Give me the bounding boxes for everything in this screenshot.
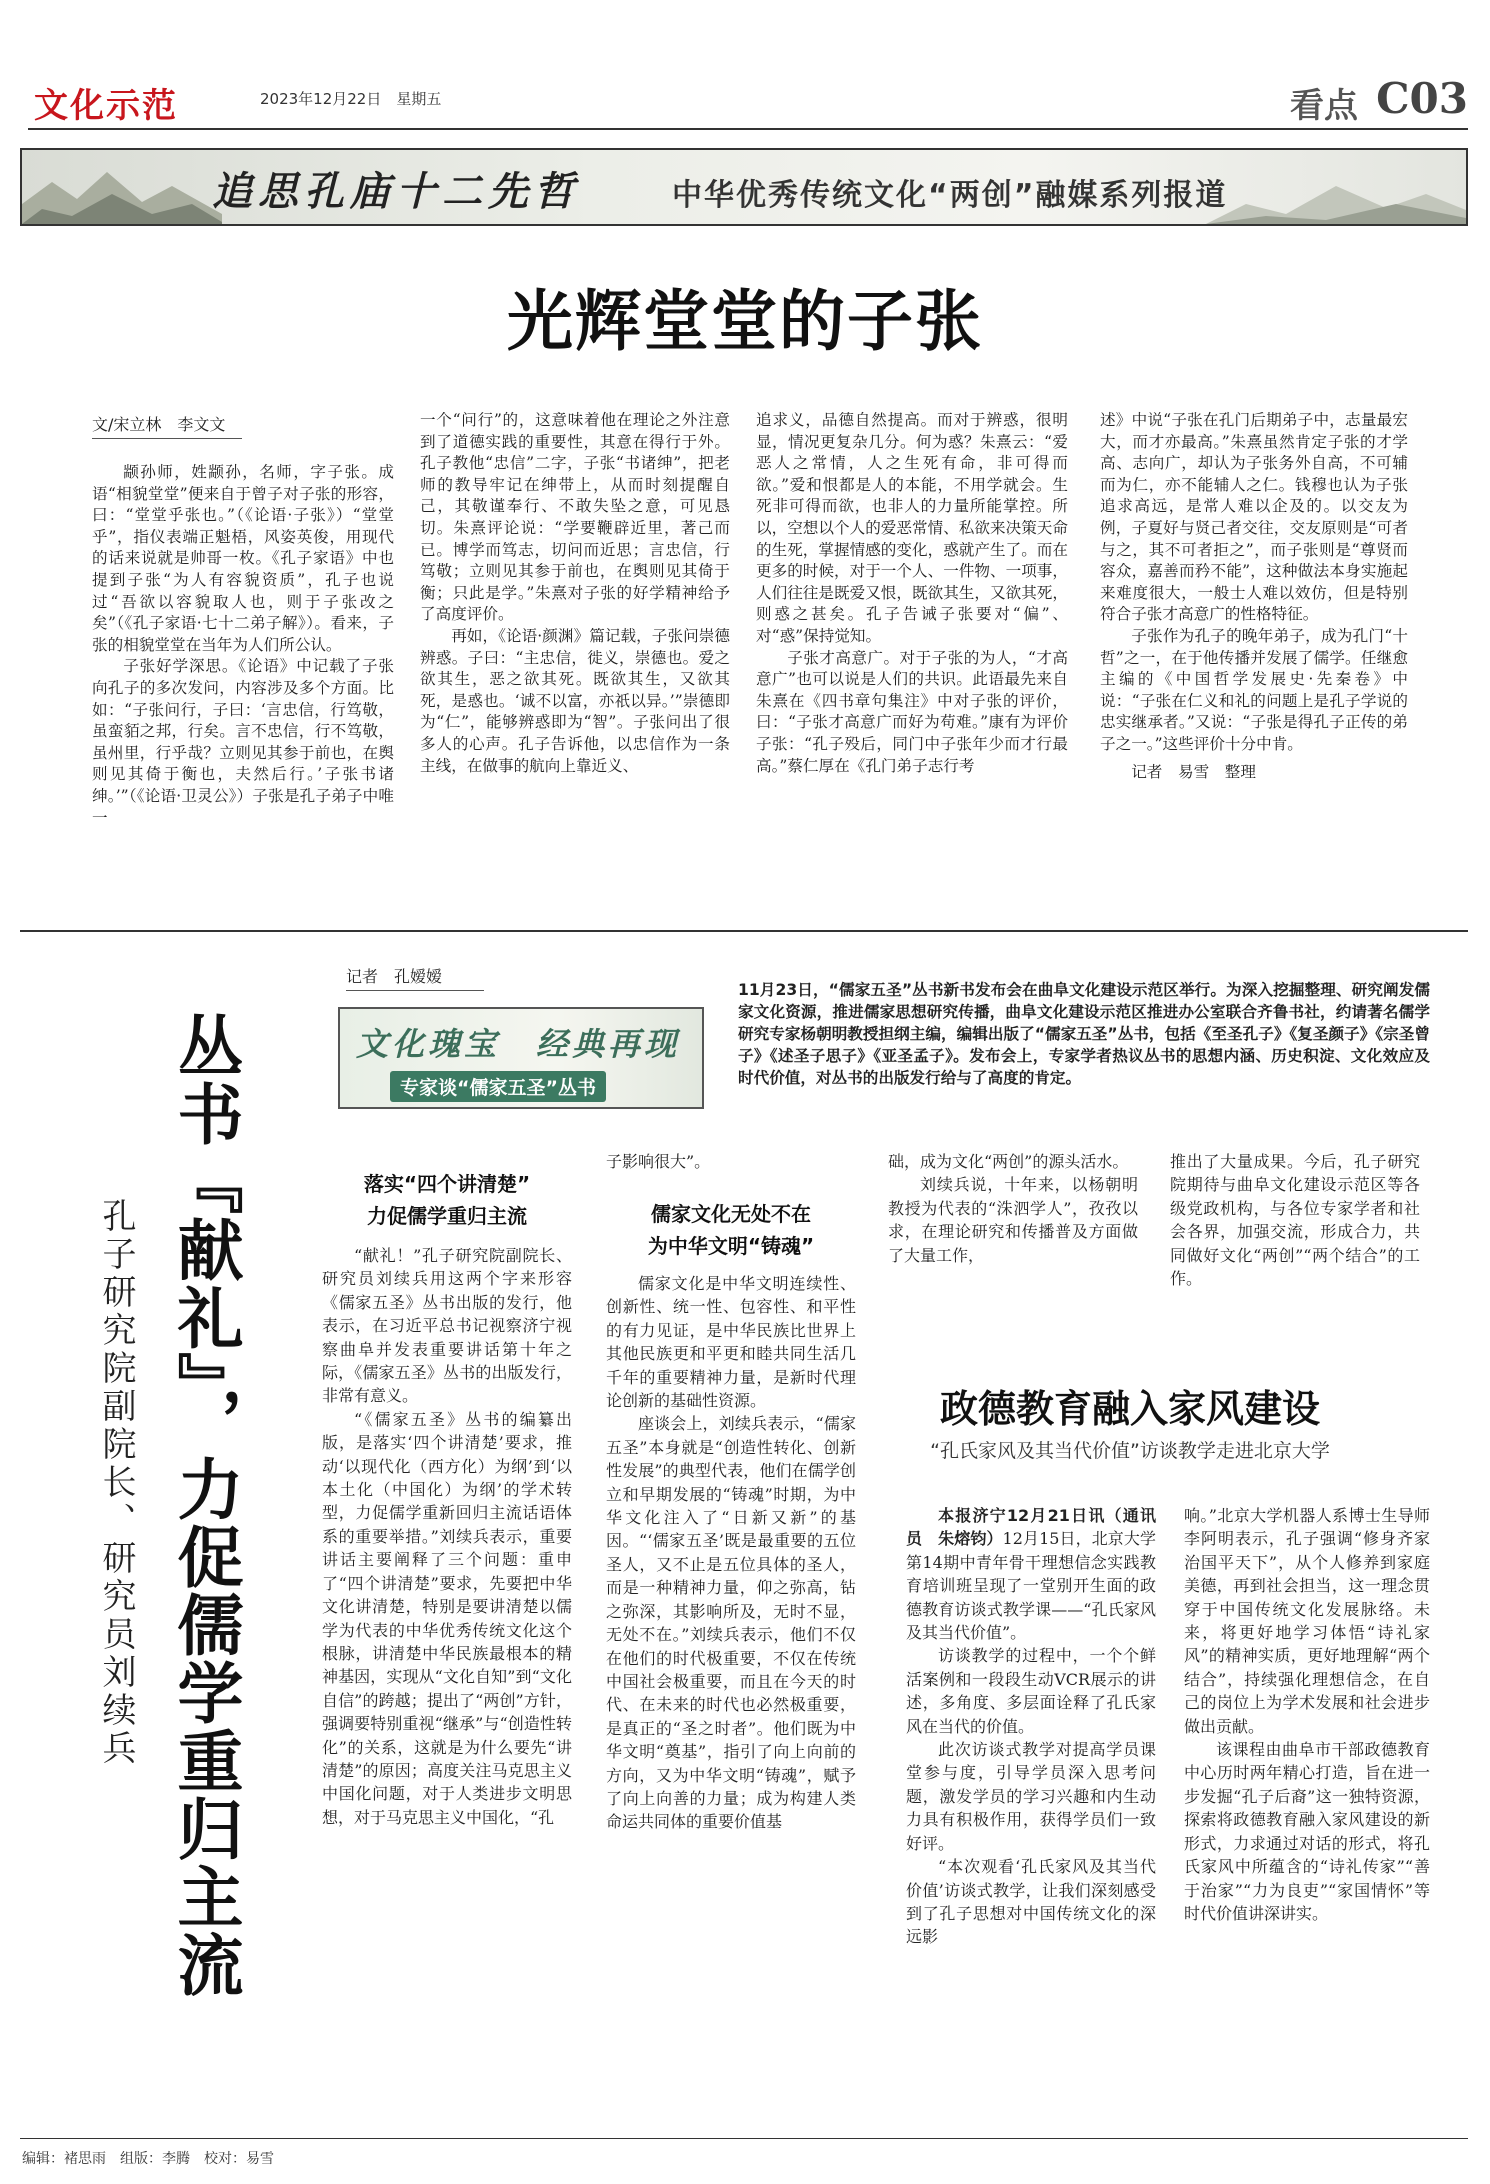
- story2-vertical-subtitle: 孔子研究院副院长、研究员刘续兵: [96, 1198, 136, 1768]
- footer-credits: 编辑：褚思雨 组版：李腾 校对：易雪: [22, 2151, 274, 2167]
- story3-dateline: 本报济宁12月21日讯（通讯员 朱熔钧）: [906, 1506, 1156, 1549]
- paragraph: 颛孙师，姓颛孙，名师，字子张。成语“相貌堂堂”便来自于曾子对子张的形容，曰：“堂堂乎张也。”（《论语·子张》）“堂堂乎”，指仪表端正魁梧，风姿英俊，用现代的话来说就是帅哥一枚。《孔子家语》中也提到子张“为人有容貌资质”，孔子也说过“吾欲以容貌取人也，则于子张改之矣”（《孔子家语·七十二弟子解》）。看来，子张的相貌堂堂在当年为人们所公认。: [92, 463, 394, 654]
- mountain-illustration: [22, 164, 222, 224]
- byline-rule: [346, 990, 484, 991]
- paragraph: 该课程由曲阜市干部政德教育中心历时两年精心打造，旨在进一步发掘“孔子后裔”这一独特资源，探索将政德教育融入家风建设的新形式，力求通过对话的形式，将孔氏家风中所蕴含的“诗礼传家”“善于治家”“力为良吏”“家国情怀”等时代价值讲深讲实。: [1184, 1740, 1430, 1923]
- paragraph: “献礼！”孔子研究院副院长、研究员刘续兵用这两个字来形容《儒家五圣》丛书出版的发行，他表示，在习近平总书记视察济宁视察曲阜并发表重要讲话第十年之际，《儒家五圣》丛书的出版发行，非常有意义。: [322, 1246, 572, 1406]
- story2-column-b: [606, 1150, 856, 1173]
- story3-column-2: [1184, 1504, 1430, 1925]
- paragraph: 子张才高意广。对于子张的为人，“才高意广”也可以说是人们的共识。此语最先来自朱熹在《四书章句集注》中对子张的评价，曰：“子张才高意广而好为苟难。”康有为评价子张：“孔子殁后，同门中子张年少而才行最高。”蔡仁厚在《孔门弟子志行考: [756, 648, 1068, 775]
- paragraph: 追求义，品德自然提高。而对于辨惑，很明显，情况更复杂几分。何为惑？朱熹云：“爱恶人之常情，人之生死有命，非可得而欲。”爱和恨都是人的本能，不用学就会。生死非可得而欲，也非人的力量所能掌控。所以，空想以个人的爱恶常情、私欲来决策天命的生死，掌握情感的变化，惑就产生了。而在更多的时候，对于一个人、一件物、一项事，人们往往是既爱又恨，既欲其生，又欲其死，则惑之甚矣。孔子告诫子张要对“偏”、对“惑”保持觉知。: [756, 411, 1068, 645]
- paragraph: 刘续兵说，十年来，以杨朝明教授为代表的“洙泗学人”，孜孜以求，在理论研究和传播普及方面做了大量工作，: [888, 1175, 1138, 1265]
- story3-column-1: [906, 1504, 1156, 1949]
- paragraph: 座谈会上，刘续兵表示，“儒家五圣”本身就是“创造性转化、创新性发展”的典型代表，他们在儒学创立和早期发展的“铸魂”时期，为中华文化注入了“日新又新”的基因。“‘儒家五圣’既是最重要的五位圣人，又不止是五位具体的圣人，而是一种精神力量，仰之弥高，钻之弥深，其影响所及，无时不显，无处不在。”刘续兵表示，他们不仅在他们的时代极重要，不仅在传统中国社会极重要，而且在今天的时代、在未来的时代也必然极重要，是真正的“圣之时者”。他们既为中华文明“奠基”，指引了向上向前的方向，又为中华文明“铸魂”，赋予了向上向善的力量；成为构建人类命运共同体的重要价值基: [606, 1414, 856, 1832]
- footer-rule: [20, 2138, 1468, 2139]
- paragraph: 儒家文化是中华文明连续性、创新性、统一性、包容性、和平性的有力见证，是中华民族比世界上其他民族更和平更和睦共同生活几千年的重要精神力量，是新时代理论创新的基础性资源。: [606, 1274, 856, 1411]
- paragraph: 一个“问行”的，这意味着他在理论之外注意到了道德实践的重要性，其意在得行于外。孔子教他“忠信”二字，子张“书诸绅”，把老师的教导牢记在绅带上，从而时刻提醒自己，其敬谨奉行、不敢失坠之意，可见恳切。朱熹评论说：“学要鞭辟近里，著己而已。博学而笃志，切问而近思；言忠信，行笃敬；立则见其参于前也，在舆则见其倚于衡；只此是学。”朱熹对子张的好学精神给予了高度评价。: [420, 411, 730, 624]
- paragraph: “本次观看‘孔氏家风及其当代价值’访谈式教学，让我们深刻感受到了孔子思想对中国传统文化的深远影: [906, 1857, 1156, 1947]
- story2-column-c: [888, 1150, 1138, 1267]
- paragraph: 述》中说“子张在孔门后期弟子中，志量最宏大，而才亦最高。”朱熹虽然肯定子张的才学高、志向广，却认为子张务外自高，不可辅而为仁，亦不能辅人之仁。钱穆也认为子张追求高远，是常人难以企及的。以交友为例，子夏好与贤己者交往，交友原则是“可者与之，其不可者拒之”，而子张则是“尊贤而容众，嘉善而矜不能”，这种做法本身实施起来难度很大，一般士人难以效仿，但是特别符合子张才高意广的性格特征。: [1100, 411, 1408, 624]
- story1-column-2: [420, 410, 730, 777]
- story1-column-1: [92, 462, 394, 829]
- banner-calligraphy-title: 追思孔庙十二先哲: [212, 168, 580, 215]
- paragraph: 响。”北京大学机器人系博士生导师李阿明表示，孔子强调“修身齐家治国平天下”，从个人修养到家庭美德，再到社会担当，这一理念贯穿于中国传统文化发展脉络。未来，将更好地学习体悟“诗礼家风”的精神实质，更好地理解“两个结合”，持续强化理想信念，在自己的岗位上为学术发展和社会进步做出贡献。: [1184, 1506, 1430, 1736]
- badge-subtitle: 专家谈“儒家五圣”丛书: [390, 1071, 606, 1102]
- story1-editor-credit: 记者 易雪 整理: [1131, 762, 1256, 781]
- story1-column-4: [1100, 410, 1408, 783]
- paragraph: “《儒家五圣》丛书的编纂出版，是落实‘四个讲清楚’要求，推动‘以现代化（西方化）为纲’到‘以本土化（中国化）为纲’的学术转型，力促儒学重新回归主流话语体系的重要举措。”刘续兵表示，重要讲话主要阐释了三个问题：重申了“四个讲清楚”要求，先要把中华文化讲清楚，特别是要讲清楚以儒学为代表的中华优秀传统文化这个根脉，讲清楚中华民族最根本的精神基因，实现从“文化自知”到“文化自信”的跨越；提出了“两创”方针，强调要特别重视“继承”与“创造性转化”的关系，这就是为什么要先“讲清楚”的原因；高度关注马克思主义中国化问题，对于人类进步文明思想，对于马克思主义中国化，“孔: [322, 1409, 572, 1827]
- badge-title: 文化瑰宝 经典再现: [356, 1025, 681, 1063]
- paragraph: 访谈教学的过程中，一个个鲜活案例和一段段生动VCR展示的讲述，多角度、多层面诠释了孔氏家风在当代的价值。: [906, 1646, 1156, 1736]
- paragraph: [906, 1504, 1156, 1644]
- story2-column-d: [1170, 1150, 1420, 1290]
- series-banner: [20, 148, 1468, 226]
- paragraph: 础，成为文化“两创”的源头活水。: [888, 1152, 1129, 1171]
- paragraph: 子影响很大”。: [606, 1152, 711, 1171]
- story2-vertical-headline: 丛书『献礼』，力促儒学重归主流: [166, 1012, 244, 1999]
- story2-reporter: 记者 孔嫒嫒: [346, 967, 443, 986]
- issue-date: 2023年12月22日 星期五: [260, 90, 442, 108]
- byline-rule: [92, 438, 242, 439]
- paragraph: 子张作为孔子的晚年弟子，成为孔门“十哲”之一，在于他传播并发展了儒学。任继愈主编的《中国哲学发展史·先秦卷》中说：“子张在仁义和礼的问题上是孔子学说的忠实继承者。”又说：“子张是得孔子正传的弟子之一。”这些评价十分中肯。: [1100, 626, 1408, 753]
- page-number: C03: [1376, 74, 1468, 123]
- story1-column-3: [756, 410, 1068, 777]
- story2-lead: 11月23日，“儒家五圣”丛书新书发布会在曲阜文化建设示范区举行。为深入挖掘整理、研究阐发儒家文化资源，推进儒家思想研究传播，曲阜文化建设示范区推进办公室联合齐鲁书社，约请著名儒学研究专家杨朝明教授担纲主编，编辑出版了“儒家五圣”丛书，包括《至圣孔子》《复圣颜子》《宗圣曾子》《述圣子思子》《亚圣孟子》。发布会上，专家学者热议丛书的思想内涵、历史积淀、文化效应及时代价值，对丛书的出版发行给与了高度的肯定。: [738, 981, 1430, 1087]
- story2-subhead-2: 儒家文化无处不在 为中华文明“铸魂”: [647, 1202, 815, 1258]
- mountain-illustration-right: [1206, 174, 1466, 224]
- masthead-rule: [28, 128, 1468, 130]
- section-divider: [20, 930, 1468, 932]
- column-badge: [338, 1007, 704, 1109]
- newspaper-logo: 文化示范: [34, 86, 178, 126]
- story3-headline: 政德教育融入家风建设: [939, 1386, 1320, 1431]
- section-name: 看点: [1290, 86, 1358, 126]
- story2-column-a: [322, 1244, 572, 1829]
- story1-byline: 文/宋立林 李文文: [92, 415, 226, 434]
- masthead: [28, 74, 1468, 128]
- story2-subhead-1: 落实“四个讲清楚” 力促儒学重归主流: [363, 1172, 531, 1228]
- paragraph: 子张好学深思。《论语》中记载了子张向孔子的多次发问，内容涉及多个方面。比如：“子张问行，子曰：‘言忠信，行笃敬，虽蛮貊之邦，行矣。言不忠信，行不笃敬，虽州里，行乎哉？立则见其参于前也，在舆则见其倚于衡也，夫然后行。’子张书诸绅。’”（《论语·卫灵公》）子张是孔子弟子中唯一: [92, 657, 394, 827]
- story3-subtitle: “孔氏家风及其当代价值”访谈教学走进北京大学: [930, 1440, 1330, 1462]
- paragraph: 再如，《论语·颜渊》篇记载，子张问崇德辨惑。子曰：“主忠信，徙义，崇德也。爱之欲其生，恶之欲其死。既欲其生，又欲其死，是惑也。‘诚不以富，亦祇以异。’”崇德即为“仁”，能够辨惑即为“智”。子张问出了很多人的心声。孔子告诉他，以忠信作为一条主线，在做事的航向上靠近义、: [420, 626, 730, 775]
- banner-series-title: 中华优秀传统文化“两创”融媒系列报道: [672, 178, 1228, 213]
- paragraph: 推出了大量成果。今后，孔子研究院期待与曲阜文化建设示范区等各级党政机构，与各位专家学者和社会各界，加强交流，形成合力，共同做好文化“两创”“两个结合”的工作。: [1170, 1152, 1420, 1289]
- story2-column-b-body: [606, 1272, 856, 1834]
- story1-headline: 光辉堂堂的子张: [507, 282, 983, 360]
- paragraph: 此次访谈式教学对提高学员课堂参与度，引导学员深入思考问题，激发学员的学习兴趣和内生动力具有积极作用，获得学员们一致好评。: [906, 1740, 1156, 1853]
- paragraph-text: 12月15日，北京大学第14期中青年骨干理想信念实践教育培训班呈现了一堂别开生面的政德教育访谈式教学课——“孔氏家风及其当代价值”。: [906, 1529, 1156, 1643]
